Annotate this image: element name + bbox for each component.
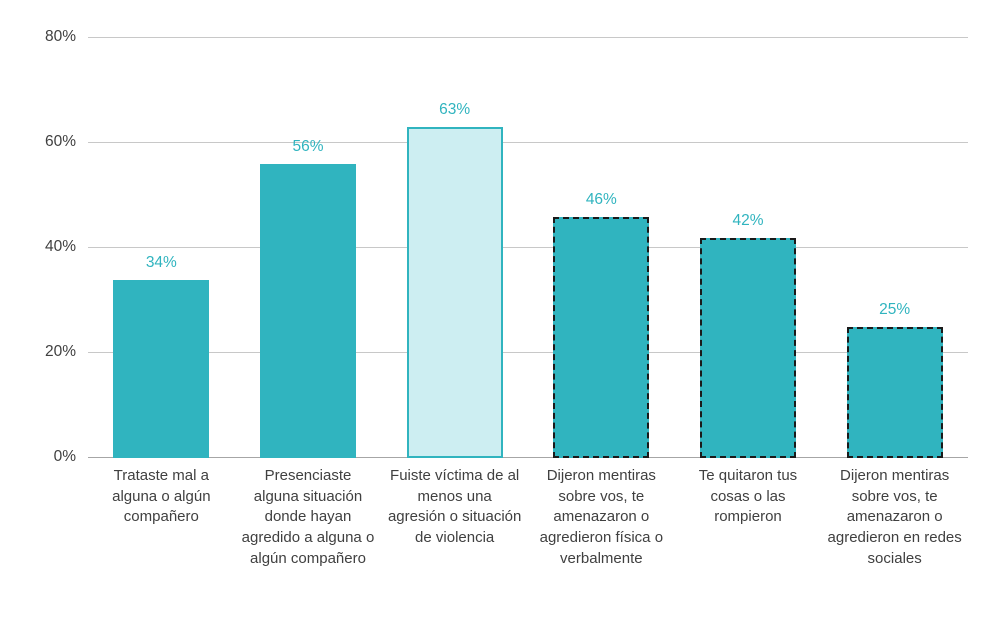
bar-slot	[381, 38, 528, 458]
x-axis-category-label: Presenciaste alguna situación donde hayan agredido a alguna o algún compañero	[241, 467, 375, 567]
bar[interactable]	[847, 327, 943, 458]
x-axis-category-label: Fuiste víctima de al menos una agresión o situación de violencia	[387, 467, 522, 547]
y-axis-tick-label: 60%	[44, 133, 76, 150]
bar-value-label: 56%	[292, 138, 324, 155]
bar[interactable]	[700, 238, 796, 459]
x-axis-labels	[88, 466, 968, 606]
y-axis-tick-label: 80%	[44, 28, 76, 45]
bar-slot	[675, 38, 822, 458]
bar-slot	[88, 38, 235, 458]
x-axis-category-label: Dijeron mentiras sobre vos, te amenazaron o agredieron en redes sociales	[827, 467, 962, 567]
bar-slot	[821, 38, 968, 458]
y-axis-tick-label: 40%	[44, 238, 76, 255]
bar-value-label: 42%	[732, 211, 764, 229]
bar-slot	[235, 38, 382, 458]
bar-value-label: 46%	[585, 190, 617, 208]
bar[interactable]	[113, 280, 209, 459]
x-axis-category-label: Dijeron mentiras sobre vos, te amenazaron o agredieron física o verbalmente	[539, 467, 664, 567]
x-axis-category-label: Trataste mal a alguna o algún compañero	[112, 467, 211, 526]
bar[interactable]	[553, 217, 649, 459]
bars-group	[88, 38, 968, 458]
y-axis-tick-label: 0%	[53, 448, 76, 465]
y-axis-tick-label: 20%	[44, 343, 76, 360]
bar-value-label: 34%	[145, 253, 177, 271]
bar[interactable]	[260, 164, 356, 458]
bar-slot	[528, 38, 675, 458]
x-axis-category-label: Te quitaron tus cosas o las rompieron	[698, 467, 798, 526]
bar[interactable]	[407, 127, 503, 458]
bar-value-label: 25%	[879, 300, 911, 318]
plot-area	[44, 28, 968, 465]
bar-value-label: 63%	[439, 101, 471, 119]
